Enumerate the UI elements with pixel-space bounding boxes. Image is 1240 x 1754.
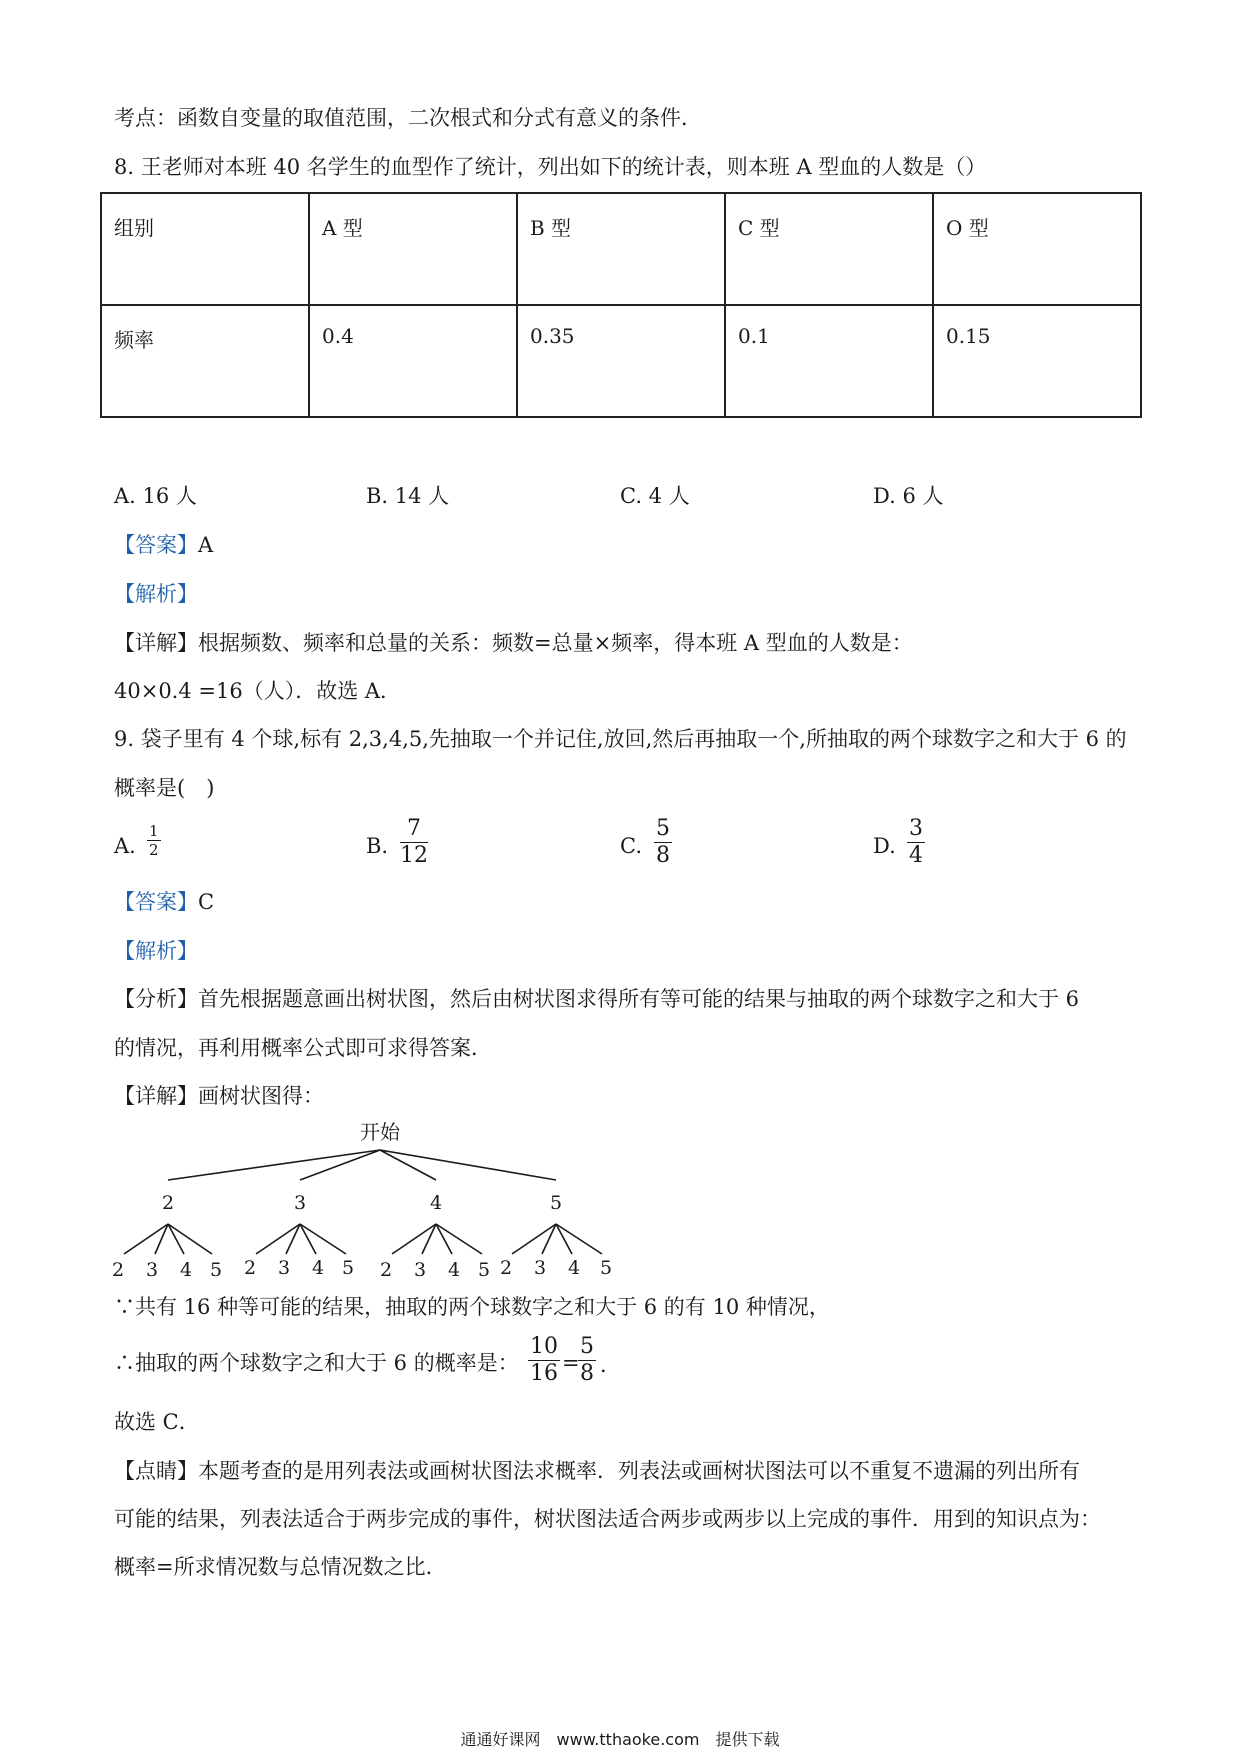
denominator: 8 [656,843,670,868]
q9-answer [114,887,214,917]
tree-branch [168,1224,212,1254]
tree-branch [556,1224,602,1254]
q9-option-a-label: A. [114,834,136,858]
tree-leaf: 4 [311,1257,325,1279]
answer-tag: 【答案】 [114,533,198,557]
detail-text: 画树状图得： [198,1084,324,1108]
q9-option-b-fraction [400,816,428,869]
tree-leaf: 5 [209,1259,223,1281]
denominator: 16 [530,1361,558,1386]
q8-option-b: B. 14 人 [366,484,450,508]
q9-because: ∵共有 16 种等可能的结果，抽取的两个球数字之和大于 6 的有 10 种情况， [114,1295,830,1319]
detail-tag: 【详解】 [114,1084,198,1108]
answer-value: C [198,890,215,914]
q8-option-a: A. 16 人 [114,484,197,508]
result-fraction-2 [578,1334,596,1387]
denominator: 12 [400,843,428,868]
tree-leaf: 3 [145,1259,159,1281]
q9-option-a-fraction [147,822,161,859]
tree-node: 2 [161,1192,175,1214]
q9-fenxi-line-1 [114,984,1079,1014]
result-fraction-1 [528,1334,560,1387]
table-header-cell: O 型 [933,193,1141,305]
fenxi-text: 首先根据题意画出树状图，然后由树状图求得所有等可能的结果与抽取的两个球数字之和大于 6 [198,987,1080,1011]
fenxi-tag: 【分析】 [114,987,198,1011]
tree-leaf: 2 [499,1257,513,1279]
denominator: 4 [909,843,923,868]
tree-leaf: 3 [533,1257,547,1279]
answer-value: A [198,533,214,557]
q9-dianjing-line-3: 概率=所求情况数与总情况数之比． [114,1555,447,1579]
q9-dianjing-line-2: 可能的结果，列表法适合于两步完成的事件，树状图法适合两步或两步以上完成的事件．用到的知识点为： [114,1507,1101,1531]
q9-option-d-label: D. [873,834,896,858]
tree-leaf: 3 [413,1259,427,1281]
tree-leaf: 2 [243,1257,257,1279]
tree-node: 3 [293,1192,307,1214]
table-cell: 0.4 [309,305,517,417]
dianjing-text: 本题考查的是用列表法或画树状图法求概率．列表法或画树状图法可以不重复不遗漏的列出所有 [198,1459,1080,1483]
q9-analysis-tag: 【解析】 [114,939,198,963]
tree-leaf: 4 [447,1259,461,1281]
tree-branch [168,1150,380,1180]
q9-therefore: ∴抽取的两个球数字之和大于 6 的概率是： [114,1351,519,1375]
table-row [101,305,1141,417]
table-cell: 0.1 [725,305,933,417]
detail-tag: 【详解】 [114,631,198,655]
denominator: 2 [149,841,159,859]
table-header-cell: B 型 [517,193,725,305]
header-note: 考点：函数自变量的取值范围，二次根式和分式有意义的条件． [114,106,702,130]
numerator: 5 [580,1334,594,1359]
table-header-cell: A 型 [309,193,517,305]
q9-option-c-fraction [654,816,672,869]
q9-question-line-1: 9. 袋子里有 4 个球,标有 2,3,4,5,先抽取一个并记住,放回,然后再抽取一个,所抽取的两个球数字之和大于 6 的 [114,727,1127,751]
tree-leaf: 3 [277,1257,291,1279]
tree-branch [300,1224,346,1254]
q9-option-c-label: C. [620,834,642,858]
table-header-cell: 组别 [101,193,309,305]
table-cell: 0.35 [517,305,725,417]
blood-type-table [100,192,1142,418]
tree-node: 5 [549,1192,563,1214]
q8-detail [114,628,913,658]
tree-leaf: 4 [179,1259,193,1281]
table-header-cell: C 型 [725,193,933,305]
tree-leaf: 2 [379,1259,393,1281]
q8-detail-2: 40×0.4 =16（人）．故选 A． [114,679,402,703]
numerator: 1 [149,822,159,840]
q9-option-b-label: B. [366,834,389,858]
tree-leaf: 5 [599,1257,613,1279]
table-cell: 频率 [101,305,309,417]
q8-question: 8. 王老师对本班 40 名学生的血型作了统计，列出如下的统计表，则本班 A 型血的人数是（） [114,155,987,179]
dianjing-tag: 【点睛】 [114,1459,198,1483]
q9-fenxi-line-2: 的情况，再利用概率公式即可求得答案． [114,1036,492,1060]
result-period: ． [600,1353,621,1377]
tree-leaf: 5 [341,1257,355,1279]
q8-analysis-tag: 【解析】 [114,582,198,606]
q9-option-d-fraction [907,816,925,869]
tree-diagram [100,1112,640,1282]
table-cell: 0.15 [933,305,1141,417]
q9-question-line-2: 概率是( ) [114,776,215,800]
detail-text: 根据频数、频率和总量的关系：频数=总量×频率，得本班 A 型血的人数是： [198,631,913,655]
tree-leaf: 4 [567,1257,581,1279]
q8-option-c: C. 4 人 [620,484,690,508]
q8-answer [114,530,213,560]
q8-option-d: D. 6 人 [873,484,944,508]
equals-sign: = [562,1351,580,1375]
numerator: 10 [530,1334,558,1359]
numerator: 7 [400,816,428,843]
tree-branch [300,1150,380,1180]
table-row [101,193,1141,305]
numerator: 3 [909,816,923,841]
q9-conclusion: 故选 C． [114,1410,200,1434]
tree-branch [436,1224,482,1254]
q9-dianjing-line-1 [114,1456,1080,1486]
tree-node: 4 [429,1192,443,1214]
tree-leaf: 5 [477,1259,491,1281]
tree-leaf: 2 [111,1259,125,1281]
answer-tag: 【答案】 [114,890,198,914]
q9-detail [114,1081,324,1111]
numerator: 5 [656,816,670,841]
denominator: 8 [580,1361,594,1386]
page-footer: 通通好课网 www.tthaoke.com 提供下载 [460,1730,780,1749]
tree-root: 开始 [360,1120,400,1144]
